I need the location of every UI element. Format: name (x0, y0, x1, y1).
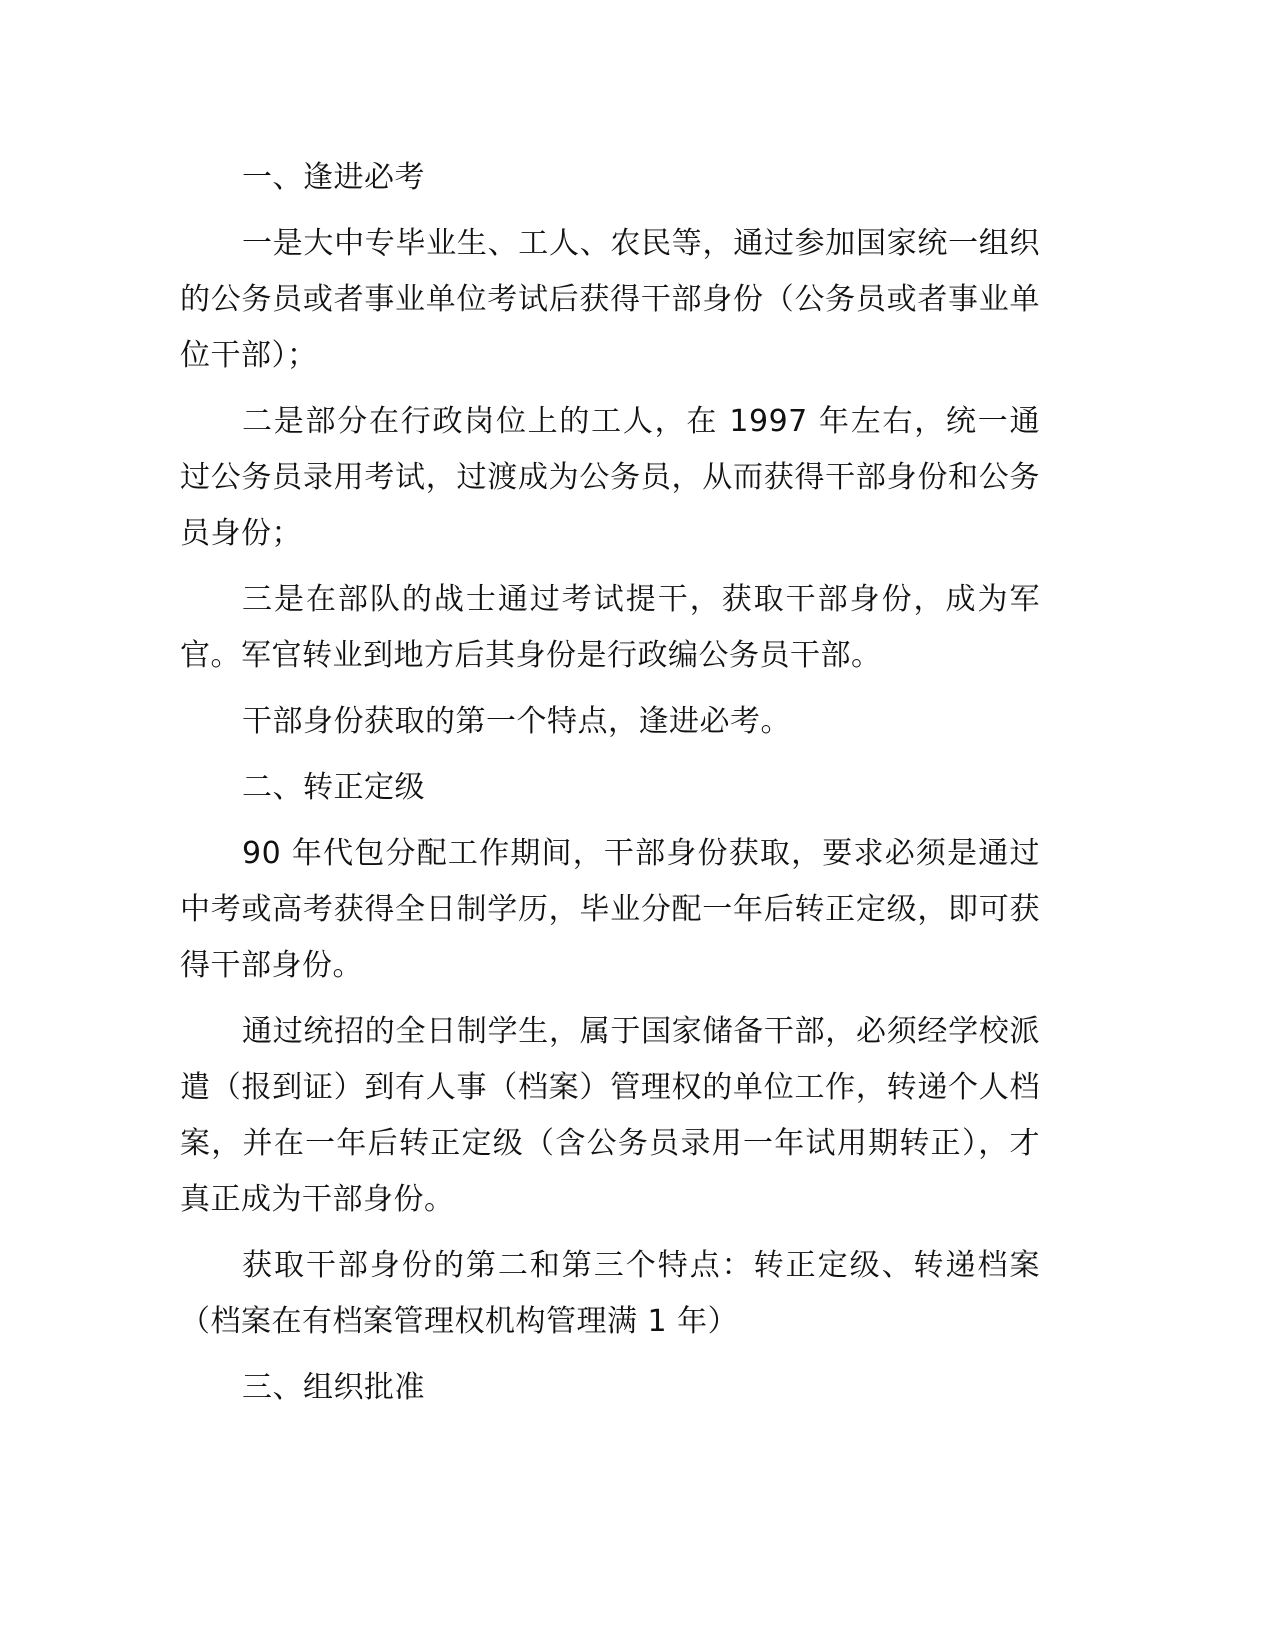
section-heading-1: 一、逢进必考 (242, 160, 425, 195)
section-heading-3: 三、组织批准 (242, 1370, 425, 1405)
paragraph: 三是在部队的战士通过考试提干，获取干部身份，成为军官。军官转业到地方后其身份是行政编公务员干部。 (180, 582, 1040, 673)
paragraph: 二是部分在行政岗位上的工人，在 1997 年左右，统一通过公务员录用考试，过渡成为公务员，从而获得干部身份和公务员身份； (180, 404, 1040, 551)
paragraph: 干部身份获取的第一个特点，逢进必考。 (242, 704, 791, 739)
document-body (180, 150, 1040, 1426)
section-heading-2: 二、转正定级 (242, 770, 425, 805)
paragraph: 通过统招的全日制学生，属于国家储备干部，必须经学校派遣（报到证）到有人事（档案）管理权的单位工作，转递个人档案，并在一年后转正定级（含公务员录用一年试用期转正），才真正成为干部身份。 (180, 1014, 1040, 1217)
paragraph: 一是大中专毕业生、工人、农民等，通过参加国家统一组织的公务员或者事业单位考试后获得干部身份（公务员或者事业单位干部）； (180, 226, 1040, 373)
paragraph: 90 年代包分配工作期间，干部身份获取，要求必须是通过中考或高考获得全日制学历，毕业分配一年后转正定级，即可获得干部身份。 (180, 836, 1040, 983)
paragraph: 获取干部身份的第二和第三个特点：转正定级、转递档案（档案在有档案管理权机构管理满 1 年） (180, 1248, 1040, 1339)
